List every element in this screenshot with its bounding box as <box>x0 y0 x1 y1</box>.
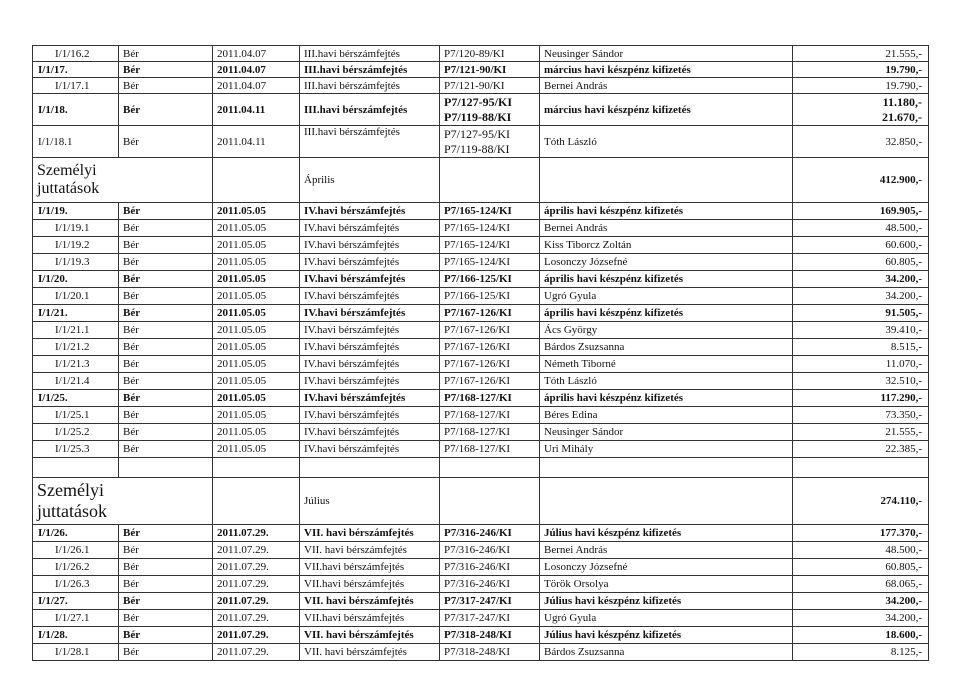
entry-amount: 21.555,- <box>793 424 929 441</box>
entry-date: 2011.07.29. <box>213 559 300 576</box>
entry-name: Bernei András <box>540 220 793 237</box>
table-row <box>33 356 929 373</box>
entry-type: Bér <box>119 644 213 661</box>
section-title-line-2: juttatások <box>37 501 107 521</box>
entry-type: Bér <box>119 203 213 220</box>
spacer-cell <box>119 458 213 478</box>
entry-amount: 73.350,- <box>793 407 929 424</box>
spacer-cell <box>213 458 300 478</box>
entry-id: I/1/19. <box>33 203 119 220</box>
entry-reference: P7/168-127/KI <box>440 441 540 458</box>
entry-name: Németh Tiborné <box>540 356 793 373</box>
entry-reference <box>440 94 540 126</box>
entry-reference: P7/317-247/KI <box>440 610 540 627</box>
entry-amount-2: 21.670,- <box>882 109 922 124</box>
entry-date: 2011.04.07 <box>213 46 300 62</box>
entry-id: I/1/26.2 <box>33 559 119 576</box>
table-row-summary <box>33 305 929 322</box>
entry-reference-1: P7/127-95/KI <box>444 126 510 141</box>
entry-reference: P7/166-125/KI <box>440 288 540 305</box>
section-month: Április <box>300 158 440 203</box>
table-row <box>33 322 929 339</box>
entry-amount: 8.515,- <box>793 339 929 356</box>
entry-reference: P7/165-124/KI <box>440 220 540 237</box>
entry-type: Bér <box>119 424 213 441</box>
section-july <box>33 458 929 525</box>
entry-description: IV.havi bérszámfejtés <box>300 390 440 407</box>
section-title-line-1: Személyi <box>37 162 97 179</box>
entry-description: IV.havi bérszámfejtés <box>300 441 440 458</box>
entry-amount: 19.790,- <box>793 62 929 78</box>
entry-type: Bér <box>119 576 213 593</box>
entry-amount: 34.200,- <box>793 288 929 305</box>
ledger-rows-march-multi <box>33 94 929 158</box>
entry-name: Július havi készpénz kifizetés <box>540 627 793 644</box>
table-row <box>33 220 929 237</box>
table-row <box>33 610 929 627</box>
spacer-cell <box>540 458 793 478</box>
entry-reference-2: P7/119-88/KI <box>444 109 512 124</box>
entry-reference: P7/168-127/KI <box>440 407 540 424</box>
entry-amount: 32.850,- <box>793 126 929 158</box>
section-header-row <box>33 158 929 203</box>
entry-type: Bér <box>119 559 213 576</box>
entry-amount: 19.790,- <box>793 78 929 94</box>
entry-name: Ács György <box>540 322 793 339</box>
entry-date: 2011.05.05 <box>213 271 300 288</box>
section-april <box>33 158 929 203</box>
entry-type: Bér <box>119 542 213 559</box>
entry-description: IV.havi bérszámfejtés <box>300 424 440 441</box>
entry-id: I/1/20.1 <box>33 288 119 305</box>
entry-reference: P7/165-124/KI <box>440 254 540 271</box>
entry-id: I/1/20. <box>33 271 119 288</box>
entry-date: 2011.05.05 <box>213 356 300 373</box>
table-row <box>33 46 929 62</box>
table-row-summary <box>33 525 929 542</box>
entry-reference: P7/167-126/KI <box>440 373 540 390</box>
entry-name: Kiss Tiborcz Zoltán <box>540 237 793 254</box>
section-title <box>33 478 213 525</box>
entry-amount: 34.200,- <box>793 610 929 627</box>
ledger-rows-april <box>33 203 929 458</box>
entry-id: I/1/17. <box>33 62 119 78</box>
table-row <box>33 373 929 390</box>
section-total: 412.900,- <box>793 158 929 203</box>
entry-name: Uri Mihály <box>540 441 793 458</box>
entry-type: Bér <box>119 441 213 458</box>
entry-type: Bér <box>119 525 213 542</box>
table-row <box>33 78 929 94</box>
spacer-row <box>33 458 929 478</box>
entry-reference: P7/167-126/KI <box>440 305 540 322</box>
entry-id: I/1/18.1 <box>33 126 119 158</box>
entry-name: április havi készpénz kifizetés <box>540 203 793 220</box>
table-row <box>33 644 929 661</box>
table-row-summary <box>33 627 929 644</box>
entry-amount: 32.510,- <box>793 373 929 390</box>
entry-description: IV.havi bérszámfejtés <box>300 271 440 288</box>
entry-description: IV.havi bérszámfejtés <box>300 356 440 373</box>
entry-reference: P7/168-127/KI <box>440 424 540 441</box>
entry-reference: P7/167-126/KI <box>440 322 540 339</box>
entry-name: április havi készpénz kifizetés <box>540 305 793 322</box>
entry-amount: 60.805,- <box>793 254 929 271</box>
entry-id: I/1/19.2 <box>33 237 119 254</box>
entry-name: Bernei András <box>540 78 793 94</box>
entry-id: I/1/26.3 <box>33 576 119 593</box>
table-row <box>33 576 929 593</box>
entry-name: Béres Edina <box>540 407 793 424</box>
entry-name: Neusinger Sándor <box>540 424 793 441</box>
section-header-row <box>33 478 929 525</box>
entry-amount: 18.600,- <box>793 627 929 644</box>
entry-date: 2011.05.05 <box>213 305 300 322</box>
entry-date: 2011.05.05 <box>213 339 300 356</box>
entry-id: I/1/26. <box>33 525 119 542</box>
entry-reference: P7/165-124/KI <box>440 203 540 220</box>
entry-description: IV.havi bérszámfejtés <box>300 288 440 305</box>
entry-type: Bér <box>119 610 213 627</box>
entry-amount: 48.500,- <box>793 220 929 237</box>
entry-id: I/1/25.3 <box>33 441 119 458</box>
spacer-cell <box>33 458 119 478</box>
entry-name: április havi készpénz kifizetés <box>540 390 793 407</box>
entry-description: VII. havi bérszámfejtés <box>300 644 440 661</box>
entry-date: 2011.04.11 <box>213 126 300 158</box>
entry-amount: 91.505,- <box>793 305 929 322</box>
entry-date: 2011.05.05 <box>213 254 300 271</box>
entry-reference: P7/316-246/KI <box>440 542 540 559</box>
entry-reference: P7/317-247/KI <box>440 593 540 610</box>
entry-id: I/1/25.1 <box>33 407 119 424</box>
entry-name: Bárdos Zsuzsanna <box>540 339 793 356</box>
table-row <box>33 339 929 356</box>
entry-date: 2011.07.29. <box>213 627 300 644</box>
section-spacer <box>440 478 540 525</box>
table-row-summary <box>33 271 929 288</box>
entry-date: 2011.04.07 <box>213 62 300 78</box>
entry-type: Bér <box>119 46 213 62</box>
entry-id: I/1/25.2 <box>33 424 119 441</box>
entry-amount: 8.125,- <box>793 644 929 661</box>
table-row <box>33 542 929 559</box>
entry-description: VII.havi bérszámfejtés <box>300 576 440 593</box>
entry-description: VII. havi bérszámfejtés <box>300 542 440 559</box>
entry-reference: P7/316-246/KI <box>440 525 540 542</box>
entry-description: VII.havi bérszámfejtés <box>300 610 440 627</box>
entry-reference: P7/121-90/KI <box>440 62 540 78</box>
entry-description: III.havi bérszámfejtés <box>300 126 440 158</box>
section-total: 274.110,- <box>793 478 929 525</box>
entry-name: Losonczy Józsefné <box>540 559 793 576</box>
entry-reference: P7/166-125/KI <box>440 271 540 288</box>
entry-date: 2011.07.29. <box>213 525 300 542</box>
entry-date: 2011.07.29. <box>213 542 300 559</box>
entry-id: I/1/28. <box>33 627 119 644</box>
table-row <box>33 288 929 305</box>
entry-date: 2011.04.11 <box>213 94 300 126</box>
ledger-rows-march <box>33 46 929 94</box>
entry-id: I/1/19.1 <box>33 220 119 237</box>
entry-id: I/1/21.1 <box>33 322 119 339</box>
entry-amount: 117.290,- <box>793 390 929 407</box>
entry-amount: 169.905,- <box>793 203 929 220</box>
table-row <box>33 126 929 158</box>
entry-type: Bér <box>119 390 213 407</box>
entry-name: Losonczy Józsefné <box>540 254 793 271</box>
table-row <box>33 237 929 254</box>
entry-name: Török Orsolya <box>540 576 793 593</box>
section-spacer <box>213 478 300 525</box>
entry-amount-1: 11.180,- <box>882 94 922 109</box>
entry-reference-1: P7/127-95/KI <box>444 94 512 109</box>
entry-date: 2011.04.07 <box>213 78 300 94</box>
entry-id: I/1/18. <box>33 94 119 126</box>
entry-date: 2011.05.05 <box>213 407 300 424</box>
entry-date: 2011.05.05 <box>213 237 300 254</box>
entry-id: I/1/19.3 <box>33 254 119 271</box>
entry-description: IV.havi bérszámfejtés <box>300 322 440 339</box>
entry-description: VII. havi bérszámfejtés <box>300 525 440 542</box>
entry-type: Bér <box>119 339 213 356</box>
entry-description: III.havi bérszámfejtés <box>300 94 440 126</box>
entry-type: Bér <box>119 593 213 610</box>
entry-type: Bér <box>119 288 213 305</box>
entry-name: Ugró Gyula <box>540 610 793 627</box>
entry-name: március havi készpénz kifizetés <box>540 94 793 126</box>
table-row-summary <box>33 390 929 407</box>
entry-type: Bér <box>119 407 213 424</box>
entry-amount: 34.200,- <box>793 593 929 610</box>
section-title-line-1: Személyi <box>37 480 104 500</box>
entry-id: I/1/21.2 <box>33 339 119 356</box>
entry-name: Bárdos Zsuzsanna <box>540 644 793 661</box>
section-spacer <box>540 158 793 203</box>
table-row-summary <box>33 62 929 78</box>
entry-amount: 39.410,- <box>793 322 929 339</box>
entry-name: Ugró Gyula <box>540 288 793 305</box>
entry-amount: 11.070,- <box>793 356 929 373</box>
entry-description: IV.havi bérszámfejtés <box>300 339 440 356</box>
table-row <box>33 407 929 424</box>
section-spacer <box>440 158 540 203</box>
entry-description: IV.havi bérszámfejtés <box>300 407 440 424</box>
entry-id: I/1/27.1 <box>33 610 119 627</box>
entry-date: 2011.05.05 <box>213 424 300 441</box>
entry-id: I/1/21. <box>33 305 119 322</box>
entry-type: Bér <box>119 220 213 237</box>
entry-type: Bér <box>119 356 213 373</box>
entry-name: április havi készpénz kifizetés <box>540 271 793 288</box>
section-spacer <box>540 478 793 525</box>
entry-id: I/1/16.2 <box>33 46 119 62</box>
entry-type: Bér <box>119 254 213 271</box>
entry-description: III.havi bérszámfejtés <box>300 46 440 62</box>
entry-date: 2011.05.05 <box>213 203 300 220</box>
entry-type: Bér <box>119 237 213 254</box>
spacer-cell <box>440 458 540 478</box>
entry-reference: P7/165-124/KI <box>440 237 540 254</box>
entry-amount: 68.065,- <box>793 576 929 593</box>
entry-description: III.havi bérszámfejtés <box>300 78 440 94</box>
entry-name: Neusinger Sándor <box>540 46 793 62</box>
entry-amount: 60.600,- <box>793 237 929 254</box>
entry-name: március havi készpénz kifizetés <box>540 62 793 78</box>
section-title-line-2: juttatások <box>37 180 100 197</box>
entry-type: Bér <box>119 62 213 78</box>
entry-description: IV.havi bérszámfejtés <box>300 254 440 271</box>
entry-reference: P7/318-248/KI <box>440 644 540 661</box>
entry-amount: 34.200,- <box>793 271 929 288</box>
table-row <box>33 559 929 576</box>
entry-name: Tóth László <box>540 373 793 390</box>
entry-description: IV.havi bérszámfejtés <box>300 220 440 237</box>
entry-date: 2011.07.29. <box>213 576 300 593</box>
entry-date: 2011.05.05 <box>213 373 300 390</box>
entry-amount <box>793 94 929 126</box>
entry-type: Bér <box>119 271 213 288</box>
entry-amount: 177.370,- <box>793 525 929 542</box>
table-row <box>33 424 929 441</box>
entry-reference-2: P7/119-88/KI <box>444 141 510 156</box>
entry-date: 2011.07.29. <box>213 610 300 627</box>
entry-reference: P7/318-248/KI <box>440 627 540 644</box>
entry-description: IV.havi bérszámfejtés <box>300 203 440 220</box>
entry-reference: P7/120-89/KI <box>440 46 540 62</box>
entry-reference: P7/121-90/KI <box>440 78 540 94</box>
entry-id: I/1/21.4 <box>33 373 119 390</box>
entry-reference <box>440 126 540 158</box>
entry-amount: 48.500,- <box>793 542 929 559</box>
entry-type: Bér <box>119 322 213 339</box>
entry-date: 2011.07.29. <box>213 644 300 661</box>
section-title <box>33 158 213 203</box>
entry-id: I/1/27. <box>33 593 119 610</box>
entry-id: I/1/21.3 <box>33 356 119 373</box>
entry-name: Július havi készpénz kifizetés <box>540 525 793 542</box>
entry-type: Bér <box>119 373 213 390</box>
entry-description: III.havi bérszámfejtés <box>300 62 440 78</box>
entry-date: 2011.05.05 <box>213 390 300 407</box>
section-spacer <box>213 158 300 203</box>
entry-description: IV.havi bérszámfejtés <box>300 305 440 322</box>
entry-amount: 60.805,- <box>793 559 929 576</box>
entry-description: IV.havi bérszámfejtés <box>300 373 440 390</box>
entry-date: 2011.07.29. <box>213 593 300 610</box>
entry-amount: 21.555,- <box>793 46 929 62</box>
entry-type: Bér <box>119 627 213 644</box>
entry-date: 2011.05.05 <box>213 322 300 339</box>
entry-date: 2011.05.05 <box>213 288 300 305</box>
table-row-summary <box>33 203 929 220</box>
table-row-summary <box>33 593 929 610</box>
entry-type: Bér <box>119 126 213 158</box>
entry-description: IV.havi bérszámfejtés <box>300 237 440 254</box>
entry-reference: P7/316-246/KI <box>440 559 540 576</box>
entry-description: VII. havi bérszámfejtés <box>300 593 440 610</box>
entry-type: Bér <box>119 94 213 126</box>
entry-id: I/1/28.1 <box>33 644 119 661</box>
entry-amount: 22.385,- <box>793 441 929 458</box>
table-row <box>33 94 929 126</box>
entry-date: 2011.05.05 <box>213 220 300 237</box>
entry-type: Bér <box>119 78 213 94</box>
table-row <box>33 441 929 458</box>
spacer-cell <box>793 458 929 478</box>
entry-reference: P7/316-246/KI <box>440 576 540 593</box>
entry-name: Bernei András <box>540 542 793 559</box>
ledger-table <box>32 45 929 661</box>
spacer-cell <box>300 458 440 478</box>
entry-description: VII. havi bérszámfejtés <box>300 627 440 644</box>
entry-date: 2011.05.05 <box>213 441 300 458</box>
table-row <box>33 254 929 271</box>
section-month: Július <box>300 478 440 525</box>
entry-reference: P7/167-126/KI <box>440 356 540 373</box>
entry-id: I/1/17.1 <box>33 78 119 94</box>
entry-description: VII.havi bérszámfejtés <box>300 559 440 576</box>
entry-id: I/1/26.1 <box>33 542 119 559</box>
entry-type: Bér <box>119 305 213 322</box>
entry-id: I/1/25. <box>33 390 119 407</box>
ledger-rows-july <box>33 525 929 661</box>
entry-name: Tóth László <box>540 126 793 158</box>
entry-reference: P7/168-127/KI <box>440 390 540 407</box>
entry-name: Július havi készpénz kifizetés <box>540 593 793 610</box>
entry-reference: P7/167-126/KI <box>440 339 540 356</box>
